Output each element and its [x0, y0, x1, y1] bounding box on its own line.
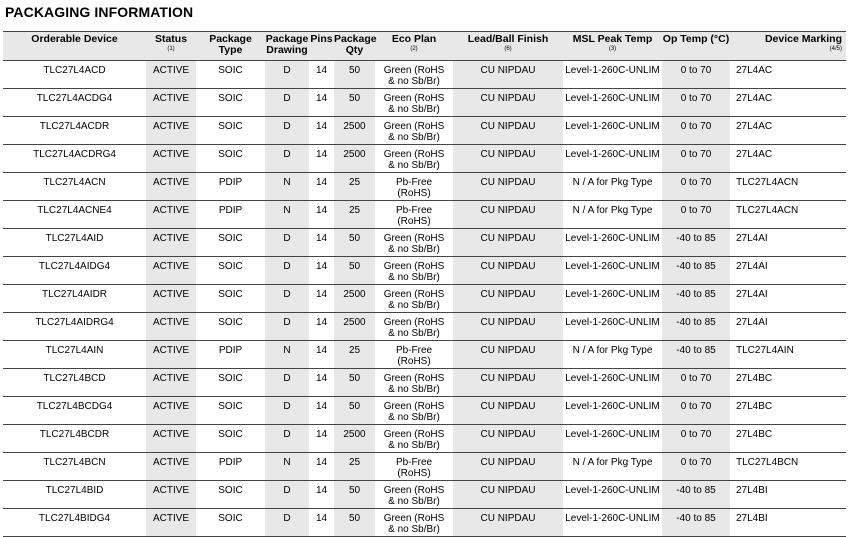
header-eco-plan: Eco Plan (2): [375, 32, 453, 61]
cell-op-temp: -40 to 85: [662, 481, 730, 509]
cell-package-type: PDIP: [196, 173, 265, 201]
cell-package-type: SOIC: [196, 369, 265, 397]
cell-status: ACTIVE: [146, 481, 196, 509]
cell-package-qty: 50: [334, 397, 375, 425]
cell-op-temp: 0 to 70: [662, 201, 730, 229]
cell-orderable-device: TLC27L4AIDR: [3, 285, 146, 313]
cell-device-marking: 27L4BC: [730, 397, 846, 425]
cell-package-drawing: D: [265, 61, 309, 89]
cell-lead-ball-finish: CU NIPDAU: [453, 481, 563, 509]
cell-msl-peak-temp: Level-1-260C-UNLIM: [563, 509, 662, 537]
cell-lead-ball-finish: CU NIPDAU: [453, 229, 563, 257]
cell-package-qty: 50: [334, 509, 375, 537]
cell-device-marking: 27L4BC: [730, 425, 846, 453]
cell-pins: 14: [309, 313, 334, 341]
cell-status: ACTIVE: [146, 453, 196, 481]
cell-package-drawing: D: [265, 425, 309, 453]
cell-pins: 14: [309, 453, 334, 481]
cell-device-marking: 27L4BI: [730, 509, 846, 537]
cell-package-type: SOIC: [196, 425, 265, 453]
cell-package-type: SOIC: [196, 481, 265, 509]
cell-lead-ball-finish: CU NIPDAU: [453, 313, 563, 341]
cell-package-qty: 50: [334, 61, 375, 89]
cell-status: ACTIVE: [146, 145, 196, 173]
cell-op-temp: 0 to 70: [662, 89, 730, 117]
cell-msl-peak-temp: Level-1-260C-UNLIM: [563, 145, 662, 173]
cell-eco-plan: Green (RoHS & no Sb/Br): [375, 145, 453, 173]
table-row: [3, 425, 846, 453]
cell-eco-plan: Green (RoHS & no Sb/Br): [375, 369, 453, 397]
cell-lead-ball-finish: CU NIPDAU: [453, 341, 563, 369]
cell-lead-ball-finish: CU NIPDAU: [453, 397, 563, 425]
page-title: PACKAGING INFORMATION: [5, 4, 194, 20]
cell-pins: 14: [309, 201, 334, 229]
cell-pins: 14: [309, 481, 334, 509]
cell-device-marking: TLC27L4AIN: [730, 341, 846, 369]
cell-orderable-device: TLC27L4ACDR: [3, 117, 146, 145]
table-row: [3, 257, 846, 285]
header-msl-peak-temp: MSL Peak Temp (3): [563, 32, 662, 61]
cell-device-marking: 27L4AI: [730, 257, 846, 285]
cell-status: ACTIVE: [146, 61, 196, 89]
cell-msl-peak-temp: Level-1-260C-UNLIM: [563, 313, 662, 341]
cell-package-drawing: D: [265, 397, 309, 425]
cell-op-temp: 0 to 70: [662, 453, 730, 481]
cell-pins: 14: [309, 341, 334, 369]
cell-lead-ball-finish: CU NIPDAU: [453, 61, 563, 89]
cell-status: ACTIVE: [146, 425, 196, 453]
cell-eco-plan: Green (RoHS & no Sb/Br): [375, 257, 453, 285]
header-op-temp: Op Temp (°C): [662, 32, 730, 61]
cell-msl-peak-temp: Level-1-260C-UNLIM: [563, 257, 662, 285]
cell-msl-peak-temp: Level-1-260C-UNLIM: [563, 285, 662, 313]
cell-lead-ball-finish: CU NIPDAU: [453, 89, 563, 117]
cell-eco-plan: Pb-Free (RoHS): [375, 453, 453, 481]
cell-status: ACTIVE: [146, 369, 196, 397]
cell-msl-peak-temp: Level-1-260C-UNLIM: [563, 425, 662, 453]
cell-pins: 14: [309, 145, 334, 173]
cell-msl-peak-temp: N / A for Pkg Type: [563, 201, 662, 229]
cell-lead-ball-finish: CU NIPDAU: [453, 369, 563, 397]
cell-orderable-device: TLC27L4ACN: [3, 173, 146, 201]
cell-op-temp: -40 to 85: [662, 229, 730, 257]
table-row: [3, 453, 846, 481]
table-row: [3, 201, 846, 229]
cell-eco-plan: Green (RoHS & no Sb/Br): [375, 285, 453, 313]
cell-op-temp: 0 to 70: [662, 145, 730, 173]
cell-package-qty: 2500: [334, 313, 375, 341]
cell-status: ACTIVE: [146, 313, 196, 341]
cell-package-type: SOIC: [196, 285, 265, 313]
cell-package-qty: 25: [334, 341, 375, 369]
cell-device-marking: 27L4AC: [730, 89, 846, 117]
header-lead-ball-finish: Lead/Ball Finish (6): [453, 32, 563, 61]
table-row: [3, 173, 846, 201]
cell-package-type: PDIP: [196, 341, 265, 369]
cell-package-type: SOIC: [196, 229, 265, 257]
cell-eco-plan: Green (RoHS & no Sb/Br): [375, 313, 453, 341]
cell-package-drawing: N: [265, 173, 309, 201]
cell-lead-ball-finish: CU NIPDAU: [453, 257, 563, 285]
table-row: [3, 369, 846, 397]
cell-orderable-device: TLC27L4AIDG4: [3, 257, 146, 285]
cell-status: ACTIVE: [146, 173, 196, 201]
cell-package-type: SOIC: [196, 397, 265, 425]
cell-orderable-device: TLC27L4BCD: [3, 369, 146, 397]
cell-pins: 14: [309, 369, 334, 397]
cell-eco-plan: Pb-Free (RoHS): [375, 173, 453, 201]
cell-package-qty: 2500: [334, 425, 375, 453]
cell-eco-plan: Green (RoHS & no Sb/Br): [375, 89, 453, 117]
cell-op-temp: 0 to 70: [662, 369, 730, 397]
cell-pins: 14: [309, 89, 334, 117]
cell-package-qty: 50: [334, 257, 375, 285]
cell-package-drawing: N: [265, 453, 309, 481]
cell-orderable-device: TLC27L4BCDG4: [3, 397, 146, 425]
cell-package-qty: 2500: [334, 145, 375, 173]
cell-device-marking: TLC27L4ACN: [730, 173, 846, 201]
cell-package-type: SOIC: [196, 313, 265, 341]
cell-device-marking: TLC27L4BCN: [730, 453, 846, 481]
cell-msl-peak-temp: Level-1-260C-UNLIM: [563, 229, 662, 257]
cell-package-drawing: N: [265, 341, 309, 369]
cell-package-drawing: D: [265, 313, 309, 341]
cell-pins: 14: [309, 397, 334, 425]
cell-msl-peak-temp: N / A for Pkg Type: [563, 341, 662, 369]
table-row: [3, 285, 846, 313]
cell-package-qty: 50: [334, 89, 375, 117]
cell-package-qty: 25: [334, 453, 375, 481]
cell-device-marking: 27L4AC: [730, 61, 846, 89]
cell-device-marking: 27L4AI: [730, 313, 846, 341]
cell-package-type: SOIC: [196, 145, 265, 173]
table-row: [3, 145, 846, 173]
cell-msl-peak-temp: Level-1-260C-UNLIM: [563, 481, 662, 509]
cell-status: ACTIVE: [146, 201, 196, 229]
cell-orderable-device: TLC27L4ACDG4: [3, 89, 146, 117]
cell-package-type: SOIC: [196, 61, 265, 89]
cell-device-marking: 27L4BC: [730, 369, 846, 397]
cell-op-temp: 0 to 70: [662, 173, 730, 201]
cell-package-qty: 50: [334, 369, 375, 397]
cell-pins: 14: [309, 173, 334, 201]
cell-status: ACTIVE: [146, 117, 196, 145]
cell-package-qty: 25: [334, 173, 375, 201]
cell-eco-plan: Pb-Free (RoHS): [375, 201, 453, 229]
cell-package-qty: 50: [334, 481, 375, 509]
cell-op-temp: -40 to 85: [662, 341, 730, 369]
table-row: [3, 313, 846, 341]
cell-lead-ball-finish: CU NIPDAU: [453, 453, 563, 481]
cell-package-type: PDIP: [196, 453, 265, 481]
cell-eco-plan: Green (RoHS & no Sb/Br): [375, 509, 453, 537]
cell-lead-ball-finish: CU NIPDAU: [453, 173, 563, 201]
cell-op-temp: 0 to 70: [662, 117, 730, 145]
cell-package-drawing: D: [265, 145, 309, 173]
cell-status: ACTIVE: [146, 257, 196, 285]
cell-op-temp: 0 to 70: [662, 61, 730, 89]
cell-package-drawing: D: [265, 117, 309, 145]
cell-op-temp: 0 to 70: [662, 397, 730, 425]
cell-orderable-device: TLC27L4ACDRG4: [3, 145, 146, 173]
cell-package-qty: 25: [334, 201, 375, 229]
cell-eco-plan: Green (RoHS & no Sb/Br): [375, 397, 453, 425]
table-row: [3, 117, 846, 145]
cell-orderable-device: TLC27L4AIDRG4: [3, 313, 146, 341]
cell-package-type: SOIC: [196, 257, 265, 285]
cell-orderable-device: TLC27L4BID: [3, 481, 146, 509]
cell-eco-plan: Green (RoHS & no Sb/Br): [375, 229, 453, 257]
cell-package-drawing: D: [265, 229, 309, 257]
header-package-type: Package Type: [196, 32, 265, 61]
cell-package-drawing: D: [265, 257, 309, 285]
cell-eco-plan: Pb-Free (RoHS): [375, 341, 453, 369]
cell-package-drawing: D: [265, 285, 309, 313]
cell-orderable-device: TLC27L4AID: [3, 229, 146, 257]
cell-device-marking: 27L4BI: [730, 481, 846, 509]
cell-lead-ball-finish: CU NIPDAU: [453, 425, 563, 453]
header-package-qty: Package Qty: [334, 32, 375, 61]
cell-status: ACTIVE: [146, 397, 196, 425]
cell-device-marking: TLC27L4ACN: [730, 201, 846, 229]
header-orderable-device: Orderable Device: [3, 32, 146, 61]
header-row: [3, 32, 846, 61]
packaging-table: [3, 31, 846, 537]
cell-op-temp: -40 to 85: [662, 313, 730, 341]
cell-msl-peak-temp: Level-1-260C-UNLIM: [563, 117, 662, 145]
cell-package-drawing: D: [265, 369, 309, 397]
cell-package-drawing: N: [265, 201, 309, 229]
cell-status: ACTIVE: [146, 229, 196, 257]
cell-device-marking: 27L4AC: [730, 117, 846, 145]
cell-lead-ball-finish: CU NIPDAU: [453, 509, 563, 537]
cell-package-drawing: D: [265, 89, 309, 117]
cell-pins: 14: [309, 509, 334, 537]
cell-msl-peak-temp: Level-1-260C-UNLIM: [563, 397, 662, 425]
cell-op-temp: -40 to 85: [662, 285, 730, 313]
header-package-drawing: Package Drawing: [265, 32, 309, 61]
cell-device-marking: 27L4AC: [730, 145, 846, 173]
cell-package-qty: 2500: [334, 117, 375, 145]
cell-status: ACTIVE: [146, 509, 196, 537]
cell-pins: 14: [309, 425, 334, 453]
cell-op-temp: -40 to 85: [662, 257, 730, 285]
cell-msl-peak-temp: Level-1-260C-UNLIM: [563, 369, 662, 397]
table-row: [3, 89, 846, 117]
cell-pins: 14: [309, 229, 334, 257]
cell-lead-ball-finish: CU NIPDAU: [453, 145, 563, 173]
header-device-marking: Device Marking (4/5): [730, 32, 846, 61]
cell-op-temp: -40 to 85: [662, 509, 730, 537]
cell-package-type: SOIC: [196, 117, 265, 145]
table-row: [3, 229, 846, 257]
cell-eco-plan: Green (RoHS & no Sb/Br): [375, 117, 453, 145]
cell-lead-ball-finish: CU NIPDAU: [453, 201, 563, 229]
cell-lead-ball-finish: CU NIPDAU: [453, 285, 563, 313]
cell-package-drawing: D: [265, 509, 309, 537]
cell-package-type: SOIC: [196, 89, 265, 117]
table-row: [3, 481, 846, 509]
cell-pins: 14: [309, 61, 334, 89]
cell-package-drawing: D: [265, 481, 309, 509]
cell-orderable-device: TLC27L4ACD: [3, 61, 146, 89]
cell-device-marking: 27L4AI: [730, 285, 846, 313]
cell-pins: 14: [309, 117, 334, 145]
cell-msl-peak-temp: Level-1-260C-UNLIM: [563, 61, 662, 89]
cell-orderable-device: TLC27L4BCN: [3, 453, 146, 481]
cell-eco-plan: Green (RoHS & no Sb/Br): [375, 425, 453, 453]
cell-pins: 14: [309, 285, 334, 313]
cell-package-type: SOIC: [196, 509, 265, 537]
cell-op-temp: 0 to 70: [662, 425, 730, 453]
cell-msl-peak-temp: N / A for Pkg Type: [563, 453, 662, 481]
cell-package-qty: 50: [334, 229, 375, 257]
cell-status: ACTIVE: [146, 341, 196, 369]
cell-msl-peak-temp: Level-1-260C-UNLIM: [563, 89, 662, 117]
cell-device-marking: 27L4AI: [730, 229, 846, 257]
table-row: [3, 341, 846, 369]
cell-package-type: PDIP: [196, 201, 265, 229]
cell-package-qty: 2500: [334, 285, 375, 313]
table-row: [3, 397, 846, 425]
cell-eco-plan: Green (RoHS & no Sb/Br): [375, 481, 453, 509]
table-row: [3, 61, 846, 89]
cell-msl-peak-temp: N / A for Pkg Type: [563, 173, 662, 201]
cell-status: ACTIVE: [146, 285, 196, 313]
cell-orderable-device: TLC27L4ACNE4: [3, 201, 146, 229]
cell-orderable-device: TLC27L4BIDG4: [3, 509, 146, 537]
cell-eco-plan: Green (RoHS & no Sb/Br): [375, 61, 453, 89]
header-status: Status (1): [146, 32, 196, 61]
header-pins: Pins: [309, 32, 334, 61]
cell-lead-ball-finish: CU NIPDAU: [453, 117, 563, 145]
cell-orderable-device: TLC27L4AIN: [3, 341, 146, 369]
cell-status: ACTIVE: [146, 89, 196, 117]
cell-pins: 14: [309, 257, 334, 285]
cell-orderable-device: TLC27L4BCDR: [3, 425, 146, 453]
table-row: [3, 509, 846, 537]
